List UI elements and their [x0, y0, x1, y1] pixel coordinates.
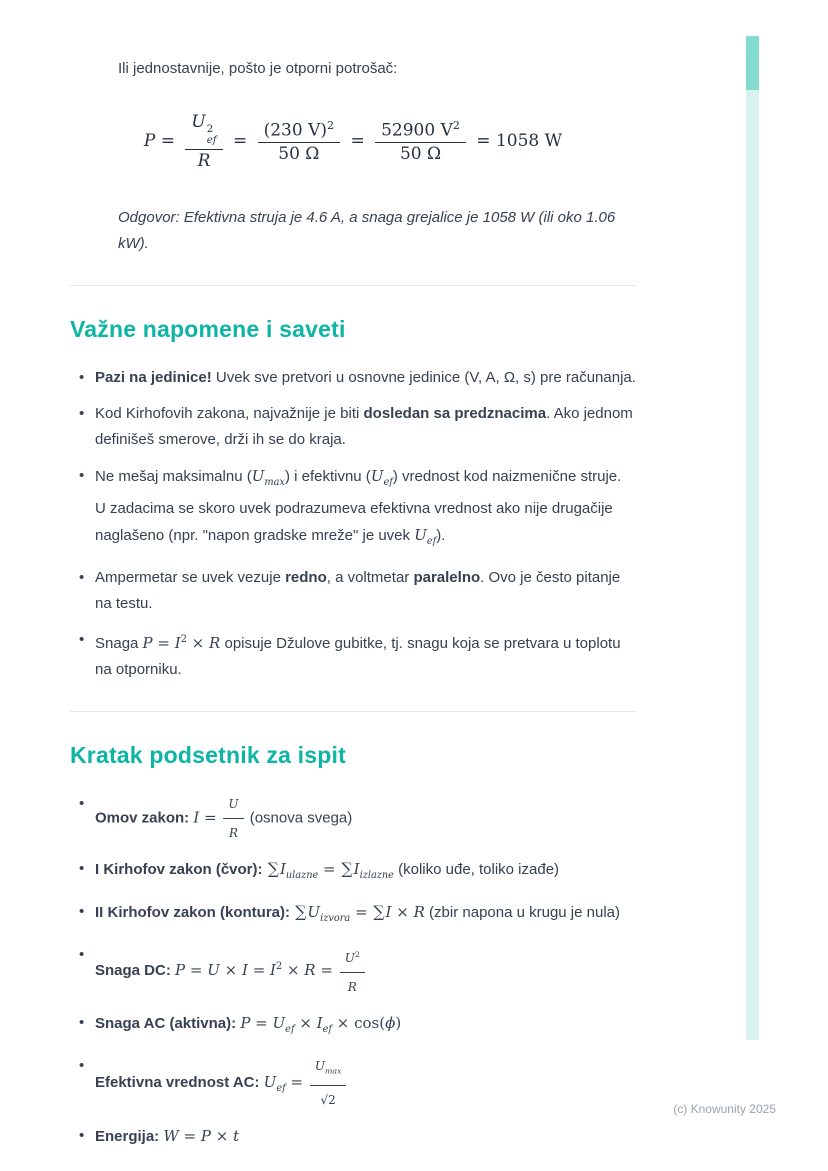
list-item	[70, 942, 636, 1000]
list-item	[70, 791, 636, 846]
list-item-text: Kod Kirhofovih zakona, najvažnije je biti dosledan sa predznacima. Ako jednom definišeš smerove, drži ih se do kraja.	[95, 405, 633, 449]
list-item-text: Omov zakon: I = $\frac{U}{R}$ (osnova svega)	[95, 791, 636, 846]
bullet-marker	[79, 942, 95, 1000]
bullet-marker	[79, 856, 95, 889]
list-item-text: Efektivna vrednost AC: $U_{ef}$ = $\frac{U_{max}}{√2}$	[95, 1053, 636, 1113]
list-item	[70, 1123, 636, 1150]
list-item	[70, 1053, 636, 1113]
bullet-marker	[79, 1010, 95, 1043]
section-divider	[70, 285, 636, 286]
bullet-marker	[79, 899, 95, 932]
intro-paragraph: Ili jednostavnije, pošto je otporni potrošač:	[118, 60, 398, 77]
bullet-marker	[79, 565, 95, 617]
bullet-marker	[79, 1123, 95, 1150]
list-item	[70, 365, 636, 391]
right-accent-stripe-top	[746, 36, 759, 90]
notes-list	[70, 365, 636, 683]
copyright: (c) Knowunity 2025	[673, 1102, 776, 1116]
list-item	[70, 856, 636, 889]
list-item	[70, 899, 636, 932]
list-item	[70, 627, 636, 683]
power-formula: P = U 2 ef R = $\frac{(230 V)^2}{50 \Omega}$ = $\frac{52900 V^2}{50 \Omega}$ = 1058 W	[143, 112, 563, 172]
list-item	[70, 565, 636, 617]
list-item	[70, 463, 636, 555]
list-item-text: Snaga $P = I^2 \times R$ opisuje Džulove gubitke, tj. snagu koja se pretvara u toplotu na otporniku.	[95, 634, 621, 679]
list-item-text: Snaga AC (aktivna): $P = U_{ef} \times I_{ef} \times \cos(\phi)$	[95, 1014, 402, 1036]
list-item	[70, 1010, 636, 1043]
document-content	[70, 0, 636, 1160]
bullet-marker	[79, 791, 95, 846]
cheatsheet-list	[70, 791, 636, 1150]
bullet-marker	[79, 463, 95, 555]
right-accent-stripe	[746, 36, 759, 1040]
bullet-marker	[79, 401, 95, 453]
section-divider	[70, 711, 636, 712]
list-item-text: Ne mešaj maksimalnu $(U_{max})$ i efektivnu $(U_{ef})$ vrednost kod naizmenične struje. U zadacima se skoro uvek podrazumeva efektivna vrednost ako nije drugačije naglašeno (npr. "napon gradske mreže" je uvek $U_{ef}$).	[95, 467, 622, 548]
answer-paragraph: Odgovor: Efektivna struja je 4.6 A, a snaga grejalice je 1058 W (ili oko 1.06 kW).	[118, 209, 616, 253]
bullet-marker	[79, 627, 95, 683]
bullet-marker	[79, 1053, 95, 1113]
section-heading-notes: Važne napomene i saveti	[70, 316, 346, 343]
list-item-text: II Kirhofov zakon (kontura): $\sum U_{izvora} = \sum I \times R$ (zbir napona u krugu je nula)	[95, 902, 621, 925]
list-item-text: Pazi na jedinice! Uvek sve pretvori u osnovne jedinice (V, A, Ω, s) pre računanja.	[95, 369, 636, 387]
list-item-text: I Kirhofov zakon (čvor): $\sum I_{ulazne} = \sum I_{izlazne}$ (koliko uđe, toliko izađe)	[95, 859, 560, 882]
list-item-text: Ampermetar se uvek vezuje redno, a voltmetar paralelno. Ovo je često pitanje na testu.	[95, 569, 621, 613]
list-item-text: Energija: W = P × t	[95, 1127, 240, 1146]
list-item-text: Snaga DC: $P = U \times I = I^2 \times R$ = $\frac{U^2}{R}$	[95, 942, 636, 1000]
list-item	[70, 401, 636, 453]
bullet-marker	[79, 365, 95, 391]
section-heading-cheatsheet: Kratak podsetnik za ispit	[70, 742, 346, 769]
